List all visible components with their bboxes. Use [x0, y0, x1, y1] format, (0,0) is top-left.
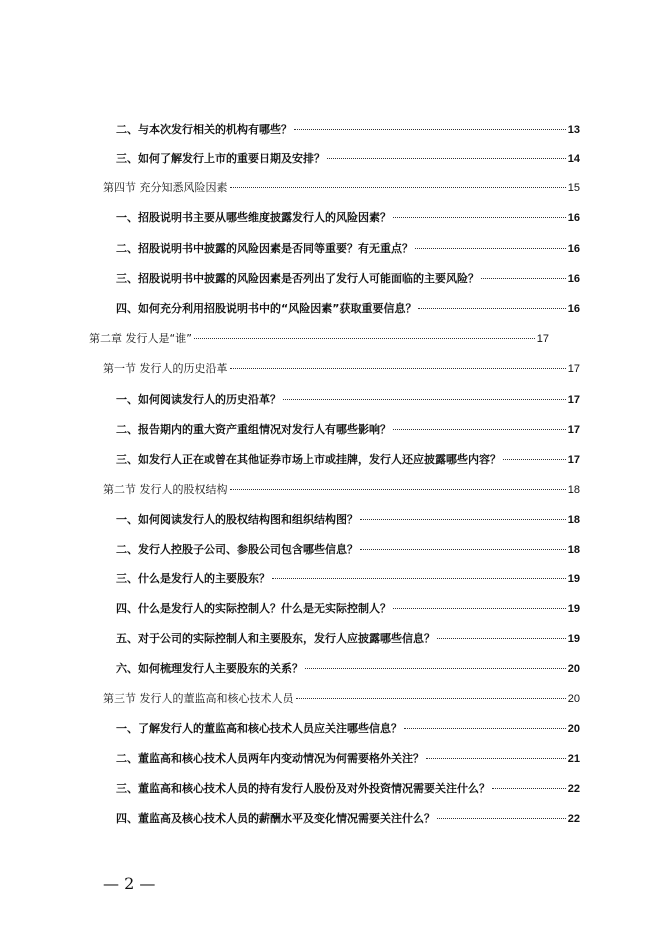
dot-leader — [360, 519, 566, 520]
toc-entry-title: 第四节 充分知悉风险因素 — [103, 181, 228, 194]
toc-entry[interactable] — [116, 152, 580, 166]
toc-entry[interactable] — [116, 782, 580, 796]
dot-leader — [481, 278, 566, 279]
dot-leader — [296, 698, 566, 699]
toc-entry[interactable] — [103, 181, 580, 195]
toc-entry[interactable] — [89, 332, 549, 346]
toc-entry-page: 19 — [567, 603, 580, 615]
toc-entry-title: 一、招股说明书主要从哪些维度披露发行人的风险因素？ — [116, 211, 391, 224]
toc-entry[interactable] — [116, 543, 580, 557]
toc-entry-page: 18 — [567, 484, 580, 496]
toc-entry-page: 16 — [567, 273, 580, 285]
toc-entry-page: 16 — [567, 243, 580, 255]
toc-entry-title: 四、如何充分利用招股说明书中的“风险因素”获取重要信息？ — [116, 302, 417, 315]
toc-entry-title: 一、了解发行人的董监高和核心技术人员应关注哪些信息？ — [116, 722, 402, 735]
toc-entry[interactable] — [116, 602, 580, 616]
toc-entry-page: 13 — [567, 124, 580, 136]
toc-entry[interactable] — [116, 722, 580, 736]
dot-leader — [393, 608, 566, 609]
dot-leader — [305, 668, 566, 669]
toc-entry[interactable] — [116, 423, 580, 437]
toc-entry[interactable] — [103, 692, 580, 706]
toc-entry-title: 三、招股说明书中披露的风险因素是否列出了发行人可能面临的主要风险？ — [116, 272, 479, 285]
toc-entry[interactable] — [116, 393, 580, 407]
toc-entry-page: 20 — [567, 723, 580, 735]
toc-entry[interactable] — [116, 632, 580, 646]
toc-entry-title: 二、发行人控股子公司、参股公司包含哪些信息？ — [116, 543, 358, 556]
toc-entry-page: 17 — [567, 454, 580, 466]
dot-leader — [393, 217, 566, 218]
dot-leader — [272, 578, 566, 579]
toc-entry-page: 18 — [567, 514, 580, 526]
page-number: — 2 — — [103, 874, 156, 893]
dot-leader — [503, 459, 566, 460]
dot-leader — [437, 818, 566, 819]
toc-entry-page: 22 — [567, 783, 580, 795]
toc-entry-title: 三、董监高和核心技术人员的持有发行人股份及对外投资情况需要关注什么？ — [116, 782, 490, 795]
toc-entry-title: 第三节 发行人的董监高和核心技术人员 — [103, 692, 294, 705]
toc-entry-title: 三、如发行人正在或曾在其他证券市场上市或挂牌，发行人还应披露哪些内容？ — [116, 453, 501, 466]
toc-entry-page: 18 — [567, 544, 580, 556]
toc-entry[interactable] — [116, 662, 580, 676]
toc-entry[interactable] — [116, 572, 580, 586]
dot-leader — [230, 368, 566, 369]
toc-entry-page: 16 — [567, 303, 580, 315]
toc-entry-page: 21 — [567, 753, 580, 765]
toc-entry[interactable] — [116, 453, 580, 467]
toc-entry-page: 16 — [567, 212, 580, 224]
toc-entry-title: 一、如何阅读发行人的历史沿革？ — [116, 393, 281, 406]
toc-entry-page: 17 — [567, 363, 580, 375]
toc-entry-title: 五、对于公司的实际控制人和主要股东，发行人应披露哪些信息？ — [116, 632, 435, 645]
toc-entry-page: 17 — [567, 424, 580, 436]
dot-leader — [393, 429, 566, 430]
toc-entry-page: 17 — [536, 333, 549, 345]
dot-leader — [283, 399, 566, 400]
toc-entry-title: 第一节 发行人的历史沿革 — [103, 362, 228, 375]
toc-entry-page: 17 — [567, 394, 580, 406]
toc-entry-title: 第二节 发行人的股权结构 — [103, 483, 228, 496]
toc-entry[interactable] — [116, 302, 580, 316]
dot-leader — [327, 158, 566, 159]
toc-entry[interactable] — [116, 812, 580, 826]
dot-leader — [360, 549, 566, 550]
dot-leader — [230, 187, 566, 188]
toc-entry[interactable] — [116, 513, 580, 527]
toc-entry[interactable] — [116, 211, 580, 225]
toc-entry-page: 19 — [567, 573, 580, 585]
dot-leader — [415, 248, 566, 249]
dot-leader — [426, 758, 566, 759]
dot-leader — [294, 129, 566, 130]
toc-entry-title: 二、董监高和核心技术人员两年内变动情况为何需要格外关注？ — [116, 752, 424, 765]
toc-entry[interactable] — [116, 242, 580, 256]
toc-entry-title: 三、如何了解发行上市的重要日期及安排？ — [116, 152, 325, 165]
toc-entry-page: 22 — [567, 813, 580, 825]
toc-entry-page: 20 — [567, 693, 580, 705]
toc-entry[interactable] — [116, 123, 580, 137]
dot-leader — [492, 788, 566, 789]
toc-entry[interactable] — [116, 272, 580, 286]
toc-entry-title: 四、什么是发行人的实际控制人？什么是无实际控制人？ — [116, 602, 391, 615]
toc-entry-title: 六、如何梳理发行人主要股东的关系？ — [116, 662, 303, 675]
toc-entry-title: 二、报告期内的重大资产重组情况对发行人有哪些影响？ — [116, 423, 391, 436]
toc-entry[interactable] — [103, 483, 580, 497]
toc-entry-title: 第二章 发行人是“谁” — [89, 332, 192, 345]
toc-entry-title: 二、与本次发行相关的机构有哪些？ — [116, 123, 292, 136]
toc-entry-title: 二、招股说明书中披露的风险因素是否同等重要？有无重点？ — [116, 242, 413, 255]
toc-entry-title: 四、董监高及核心技术人员的薪酬水平及变化情况需要关注什么？ — [116, 812, 435, 825]
dot-leader — [404, 728, 566, 729]
toc-entry-title: 三、什么是发行人的主要股东？ — [116, 572, 270, 585]
dot-leader — [230, 489, 566, 490]
toc-entry[interactable] — [116, 752, 580, 766]
toc-entry-page: 20 — [567, 663, 580, 675]
toc-entry[interactable] — [103, 362, 580, 376]
toc-entry-page: 19 — [567, 633, 580, 645]
dot-leader — [194, 338, 535, 339]
dot-leader — [437, 638, 566, 639]
toc-entry-page: 14 — [567, 153, 580, 165]
dot-leader — [418, 308, 565, 309]
toc-entry-page: 15 — [567, 182, 580, 194]
toc-entry-title: 一、如何阅读发行人的股权结构图和组织结构图？ — [116, 513, 358, 526]
